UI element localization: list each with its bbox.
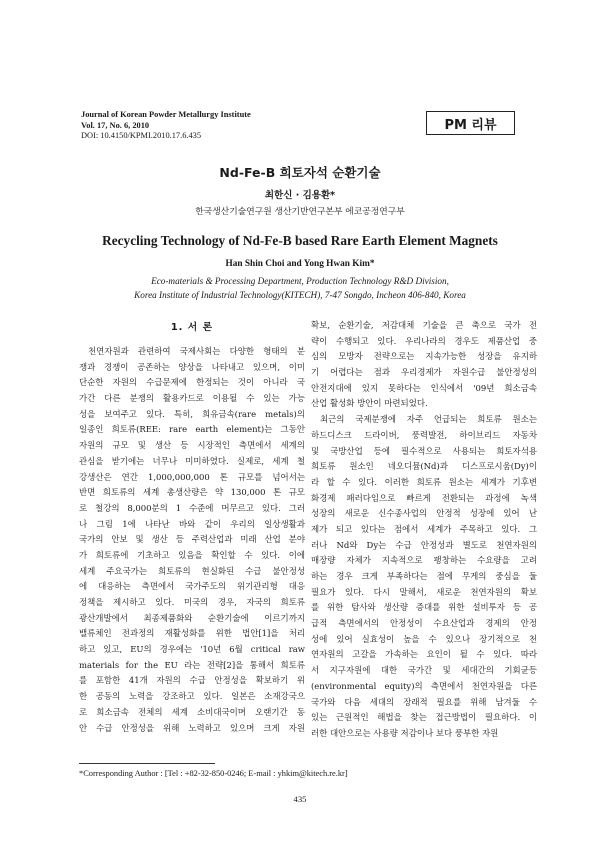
- authors-english: Han Shin Choi and Yong Hwan Kim*: [225, 259, 375, 269]
- body-column-right: [311, 318, 537, 742]
- journal-header: [81, 110, 331, 142]
- title-korean: Nd-Fe-B 희토자석 순환기술: [219, 165, 381, 180]
- doi: DOI: 10.4150/KPMI.2010.17.6.435: [81, 131, 202, 140]
- text-line: 하고 있고, EU의 경우에는 '10년 6월 critical raw: [79, 644, 305, 655]
- text-line: 국가와 다음 세대의 장래적 필요를 위해 남겨둘 수: [311, 696, 537, 707]
- section-heading: 1. 서 론: [170, 322, 214, 333]
- authors-korean: 최한신 · 김용환*: [264, 190, 336, 201]
- footnote-divider: [79, 763, 215, 764]
- text-line: 관심을 받기에는 너무나 미미하였다. 실제로, 세계 철: [79, 455, 305, 466]
- text-line: 가 희토류에 기초하고 있음을 확인할 수 있다. 이에: [79, 549, 305, 560]
- text-line: 있는 근원적인 해법을 찾는 접근방법이 필요하다. 이: [311, 712, 537, 723]
- text-line: 연자원의 고갈을 가속하는 요인이 될 수 있다. 따라: [311, 649, 537, 660]
- text-line: 매장량 자체가 지속적으로 팽창하는 수요량을 고려: [311, 555, 537, 566]
- text-line: 천연자원과 관련하여 국제사회는 다양한 형태의 분: [88, 346, 305, 356]
- text-line: 자원의 규모 및 생산 등 시장적인 측면에서 세계의: [79, 440, 305, 451]
- text-line: 제가 되고 있다는 점에서 세계가 주목하고 있다. 그: [311, 523, 537, 534]
- text-line: 최근의 국제분쟁에 자주 언급되는 희토류 원소는: [320, 414, 537, 425]
- text-line: 가간 다른 분쟁의 활용카드로 이용될 수 있는 가능: [79, 393, 305, 404]
- text-line: 기 어렵다는 점과 우리경제가 자원수급 불안정성의: [311, 367, 537, 378]
- affiliation-english-line: Eco-materials & Processing Department, Production Technology R&D Division,: [151, 276, 449, 286]
- text-line: 일종인 희토류(REE: rare earth element)는 그동안: [79, 424, 305, 435]
- text-line: 및 국방산업 등에 필수적으로 사용되는 희토자석용: [311, 445, 537, 456]
- article-type-badge: PM 리뷰: [426, 111, 515, 135]
- text-line: (environmental equity)의 측면에서 천연자원을 다른: [311, 680, 537, 691]
- text-line: 성에 있어 실효성이 높을 수 있으나 장기적으로 천: [311, 633, 537, 644]
- text-line: 나 그림 1에 나타난 바와 같이 우리의 일상생활과: [79, 518, 305, 529]
- affiliation-korean: 한국생산기술연구원 생산기반연구본부 에코공정연구부: [195, 207, 405, 217]
- journal-volume: Vol. 17, No. 6, 2010: [81, 120, 150, 130]
- text-line: 러한 대안으로는 사용량 저감이나 보다 풍부한 자원: [311, 727, 499, 738]
- text-line: 밸류체인 전과정의 재활성화를 위한 법안[1]을 처리: [79, 628, 305, 639]
- text-line: 한 공동의 노력을 강조하고 있다. 일본은 소재강국으: [79, 691, 305, 702]
- text-line: 화경제 패러다임으로 빠르게 전환되는 과정에 녹색: [311, 492, 537, 503]
- text-line: 단순한 자원의 수급문제에 한정되는 것이 아니라 국: [79, 377, 305, 388]
- corresponding-author-footnote: *Corresponding Author : [Tel : +82-32-850-0246; E-mail : yhkim@kitech.re.kr]: [79, 769, 348, 778]
- text-line: 에 대응하는 측면에서 국가주도의 위기관리형 대응: [79, 581, 305, 592]
- text-line: 하드디스크 드라이버, 풍력발전, 하이브리드 자동차: [311, 429, 537, 440]
- text-line: materials for the EU 라는 전략[2]을 통해서 희토류: [79, 659, 305, 670]
- text-line: 를 포함한 41개 자원의 수급 안정성을 확보하기 위: [79, 675, 305, 686]
- journal-name: Journal of Korean Powder Metallurgy Institute: [81, 110, 251, 119]
- text-line: 러나 Nd와 Dy는 수급 안정성과 별도로 천연자원의: [311, 539, 537, 550]
- text-line: 희토류 원소인 네오디뮴(Nd)과 디스프로시움(Dy)이: [311, 461, 537, 472]
- text-line: 안 수급 안정성을 위해 노력하고 있으며 크게 자원: [79, 722, 305, 733]
- text-line: 급적 측면에서의 안정성이 수요산업과 경제의 안정: [311, 618, 537, 629]
- body-column-left: [79, 312, 305, 736]
- affiliation-english-line: Korea Institute of Industrial Technology(KITECH), 7-47 Songdo, Incheon 406-840, Korea: [134, 290, 466, 300]
- text-line: 성장의 새로운 신수종사업의 안정적 성장에 있어 난: [311, 508, 537, 519]
- text-line: 국가의 안보 및 생산 등 주력산업과 미래 산업 분야: [79, 534, 305, 545]
- text-line: 를 위한 탐사와 생산량 증대를 위한 설비투자 등 공: [311, 602, 537, 613]
- text-line: 필요가 있다. 다시 말해서, 새로운 천연자원의 확보: [311, 586, 537, 597]
- text-line: 쟁과 경쟁이 공존하는 양상을 나타내고 있으며, 이미: [79, 361, 305, 372]
- text-line: 산업 활성화 방안이 마련되었다.: [311, 398, 428, 409]
- text-line: 서 지구자원에 대한 국가간 및 세대간의 기회균등: [311, 665, 537, 676]
- title-english: Recycling Technology of Nd-Fe-B based Rare Earth Element Magnets: [102, 233, 498, 248]
- text-line: 라 할 수 있다. 이러한 희토류 원소는 세계가 기후변: [311, 476, 537, 487]
- text-line: 로 철강의 8,000분의 1 수준에 머무르고 있다. 그러: [79, 502, 305, 513]
- text-line: 안전지대에 있지 못하다는 인식에서 '09년 희소금속: [311, 382, 537, 393]
- text-line: 략이 수행되고 있다. 우리나라의 경우도 제품산업 중: [311, 335, 537, 346]
- text-line: 성을 보여주고 있다. 특히, 희유금속(rare metals)의: [79, 408, 305, 419]
- text-line: 세계 주요국가는 희토류의 현실화된 수급 불안정성: [79, 565, 305, 576]
- text-line: 광산개발에서 최종제품화와 순환기술에 이르기까지: [79, 612, 305, 623]
- text-line: 로 희소금속 전체의 세계 소비대국이며 오랜기간 동: [79, 706, 305, 717]
- text-line: 강생산은 연간 1,000,000,000 톤 규모를 넘어서는: [79, 471, 305, 482]
- text-line: 반면 희토류의 세계 총생산량은 약 130,000 톤 규모: [79, 487, 305, 498]
- text-line: 심의 모방자 전략으로는 지속가능한 성장을 유지하: [311, 351, 537, 362]
- text-line: 확보, 순환기술, 저감대체 기술을 큰 축으로 국가 전: [311, 320, 537, 330]
- page-number: 435: [293, 794, 307, 804]
- text-line: 정책을 제시하고 있다. 미국의 경우, 자국의 희토류: [79, 597, 305, 607]
- text-line: 하는 경우 크게 부족하다는 점에 무게의 중심을 둘: [311, 571, 537, 581]
